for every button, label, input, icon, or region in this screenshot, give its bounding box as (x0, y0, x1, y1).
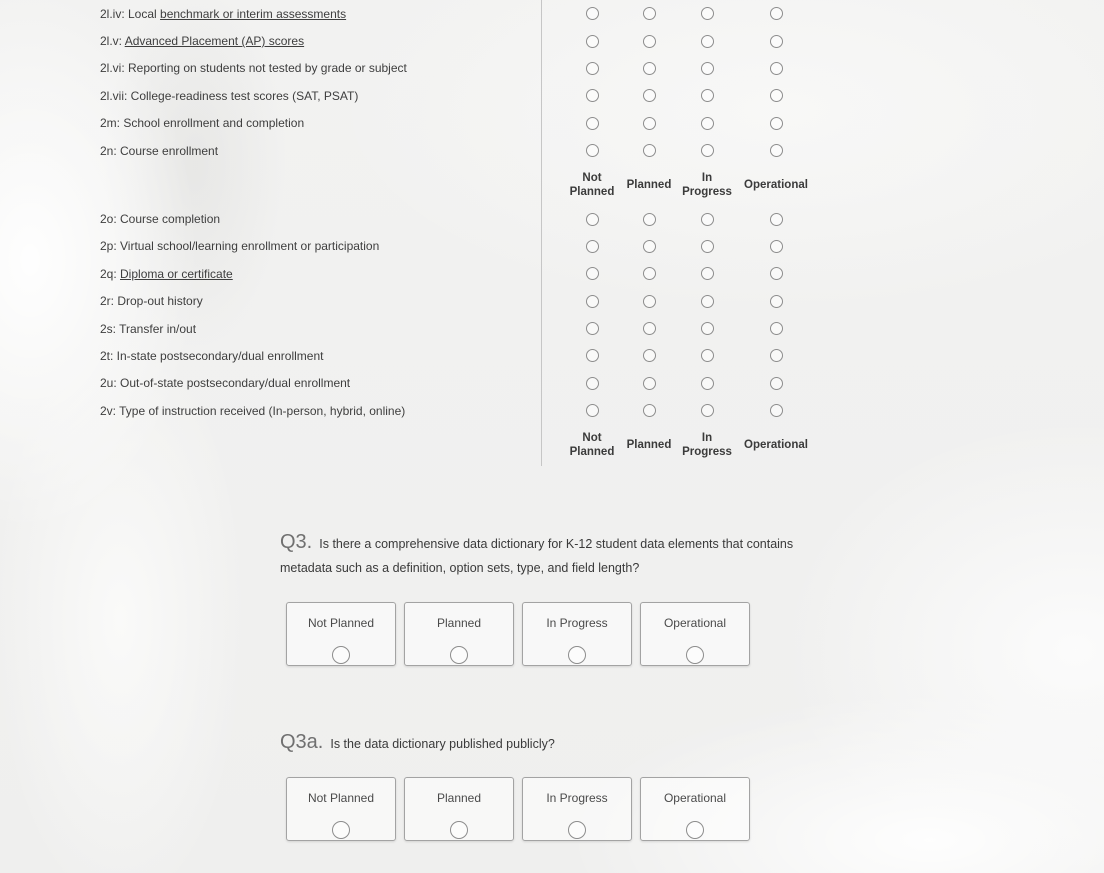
matrix-row (100, 288, 820, 315)
option-radio-planned[interactable] (450, 821, 468, 839)
radio-in-progress[interactable] (701, 7, 714, 20)
option-radio-not-planned[interactable] (332, 646, 350, 664)
option-label: Planned (436, 791, 482, 805)
matrix-row (100, 0, 820, 27)
radio-cell (678, 404, 736, 417)
radio-operational[interactable] (770, 7, 783, 20)
question-q3a-options (286, 777, 758, 841)
radio-cell (620, 213, 678, 226)
option-radio-operational[interactable] (686, 646, 704, 664)
radio-operational[interactable] (770, 117, 783, 130)
radio-cell (736, 349, 816, 362)
radio-planned[interactable] (643, 295, 656, 308)
radio-cell (678, 7, 736, 20)
radio-planned[interactable] (643, 62, 656, 75)
matrix-row (100, 55, 820, 82)
radio-in-progress[interactable] (701, 213, 714, 226)
matrix-row (100, 205, 820, 232)
radio-not-planned[interactable] (586, 267, 599, 280)
radio-cell (620, 295, 678, 308)
radio-in-progress[interactable] (701, 322, 714, 335)
row-label-link[interactable]: Advanced Placement (AP) scores (124, 34, 305, 49)
radio-matrix (100, 0, 820, 465)
radio-cell (620, 322, 678, 335)
radio-cell (564, 322, 620, 335)
radio-cell (736, 322, 816, 335)
radio-in-progress[interactable] (701, 404, 714, 417)
radio-in-progress[interactable] (701, 349, 714, 362)
radio-cell (736, 35, 816, 48)
radio-not-planned[interactable] (586, 213, 599, 226)
radio-in-progress[interactable] (701, 267, 714, 280)
radio-cell (620, 62, 678, 75)
option-radio-operational[interactable] (686, 821, 704, 839)
radio-cell (564, 144, 620, 157)
radio-cell (736, 404, 816, 417)
option-operational[interactable] (640, 602, 750, 666)
radio-cell (620, 240, 678, 253)
radio-cell (564, 267, 620, 280)
row-label: 2o: Course completion (100, 212, 221, 227)
radio-not-planned[interactable] (586, 7, 599, 20)
radio-cell (620, 144, 678, 157)
radio-not-planned[interactable] (586, 295, 599, 308)
radio-operational[interactable] (770, 295, 783, 308)
option-label: Not Planned (307, 791, 375, 805)
column-header-in-progress: In Progress (682, 431, 732, 458)
radio-planned[interactable] (643, 404, 656, 417)
radio-cell (620, 349, 678, 362)
radio-cell (620, 117, 678, 130)
row-label-link[interactable]: Diploma or certificate (120, 266, 233, 281)
question-q3a-text: Is the data dictionary published publicly? (330, 737, 555, 751)
radio-cell (736, 267, 816, 280)
question-q3-number: Q3. (280, 531, 313, 553)
radio-cell (678, 349, 736, 362)
radio-cell (678, 213, 736, 226)
row-label: 2l.v: Advanced Placement (AP) scores (100, 34, 305, 49)
row-label: 2l.vii: College-readiness test scores (SAT, PSAT) (100, 88, 359, 103)
row-label: 2s: Transfer in/out (100, 321, 197, 336)
column-header-not-planned: Not Planned (569, 431, 615, 458)
radio-not-planned[interactable] (586, 404, 599, 417)
radio-operational[interactable] (770, 213, 783, 226)
radio-cell (678, 267, 736, 280)
matrix-row (100, 110, 820, 137)
matrix-row (100, 342, 820, 369)
radio-planned[interactable] (643, 349, 656, 362)
radio-planned[interactable] (643, 377, 656, 390)
option-label: Operational (663, 791, 727, 805)
option-radio-not-planned[interactable] (332, 821, 350, 839)
radio-operational[interactable] (770, 240, 783, 253)
radio-planned[interactable] (643, 35, 656, 48)
row-label: 2u: Out-of-state postsecondary/dual enrollment (100, 376, 351, 391)
radio-in-progress[interactable] (701, 35, 714, 48)
option-radio-in-progress[interactable] (568, 646, 586, 664)
column-header-not-planned: Not Planned (569, 171, 615, 198)
row-label: 2l.vi: Reporting on students not tested by grade or subject (100, 61, 407, 76)
radio-cell (678, 377, 736, 390)
radio-cell (678, 240, 736, 253)
radio-in-progress[interactable] (701, 377, 714, 390)
radio-cell (564, 62, 620, 75)
radio-cell (564, 117, 620, 130)
radio-cell (564, 404, 620, 417)
radio-cell (564, 213, 620, 226)
column-header-operational: Operational (744, 178, 808, 191)
question-q3a (280, 730, 810, 756)
radio-operational[interactable] (770, 404, 783, 417)
radio-not-planned[interactable] (586, 240, 599, 253)
radio-not-planned[interactable] (586, 377, 599, 390)
radio-operational[interactable] (770, 35, 783, 48)
radio-cell (678, 35, 736, 48)
radio-in-progress[interactable] (701, 62, 714, 75)
radio-planned[interactable] (643, 213, 656, 226)
column-header-operational: Operational (744, 438, 808, 451)
radio-in-progress[interactable] (701, 117, 714, 130)
radio-cell (678, 144, 736, 157)
matrix-column-headers-middle (100, 164, 820, 205)
question-q3a-number: Q3a. (280, 731, 324, 753)
column-header-planned: Planned (626, 438, 672, 451)
option-in-progress[interactable] (522, 777, 632, 841)
radio-cell (736, 295, 816, 308)
column-header-in-progress: In Progress (682, 171, 732, 198)
question-q3 (280, 530, 810, 580)
option-not-planned[interactable] (286, 777, 396, 841)
matrix-row (100, 137, 820, 164)
option-planned[interactable] (404, 602, 514, 666)
option-label: Not Planned (307, 616, 375, 630)
question-q3-text: Is there a comprehensive data dictionary for K-12 student data elements that contains metadata such as a definition, option sets, type, and field length? (280, 537, 794, 575)
option-not-planned[interactable] (286, 602, 396, 666)
row-label: 2v: Type of instruction received (In-person, hybrid, online) (100, 403, 406, 418)
radio-operational[interactable] (770, 377, 783, 390)
radio-cell (620, 377, 678, 390)
option-label: Planned (436, 616, 482, 630)
radio-cell (620, 404, 678, 417)
option-label: In Progress (546, 616, 608, 630)
radio-cell (736, 7, 816, 20)
radio-in-progress[interactable] (701, 89, 714, 102)
radio-not-planned[interactable] (586, 349, 599, 362)
matrix-column-headers-bottom (100, 424, 820, 465)
option-planned[interactable] (404, 777, 514, 841)
radio-operational[interactable] (770, 322, 783, 335)
option-radio-planned[interactable] (450, 646, 468, 664)
matrix-row (100, 260, 820, 287)
radio-cell (736, 89, 816, 102)
matrix-row (100, 27, 820, 54)
radio-cell (564, 349, 620, 362)
option-label: Operational (663, 616, 727, 630)
radio-not-planned[interactable] (586, 35, 599, 48)
row-label: 2p: Virtual school/learning enrollment or participation (100, 239, 380, 254)
option-in-progress[interactable] (522, 602, 632, 666)
column-header-planned: Planned (626, 178, 672, 191)
radio-cell (736, 117, 816, 130)
radio-cell (678, 295, 736, 308)
radio-cell (620, 35, 678, 48)
radio-operational[interactable] (770, 349, 783, 362)
radio-operational[interactable] (770, 144, 783, 157)
radio-cell (678, 89, 736, 102)
matrix-row (100, 370, 820, 397)
radio-planned[interactable] (643, 267, 656, 280)
question-q3-options (286, 602, 758, 666)
option-operational[interactable] (640, 777, 750, 841)
row-label: 2q: Diploma or certificate (100, 266, 233, 281)
radio-operational[interactable] (770, 89, 783, 102)
radio-cell (736, 144, 816, 157)
matrix-row (100, 233, 820, 260)
radio-cell (736, 377, 816, 390)
radio-cell (564, 295, 620, 308)
radio-cell (678, 322, 736, 335)
radio-in-progress[interactable] (701, 295, 714, 308)
radio-not-planned[interactable] (586, 144, 599, 157)
row-label: 2t: In-state postsecondary/dual enrollment (100, 348, 324, 363)
matrix-row (100, 82, 820, 109)
radio-not-planned[interactable] (586, 62, 599, 75)
radio-planned[interactable] (643, 322, 656, 335)
radio-operational[interactable] (770, 267, 783, 280)
radio-planned[interactable] (643, 89, 656, 102)
radio-cell (678, 62, 736, 75)
matrix-group-1 (100, 0, 820, 164)
radio-cell (620, 7, 678, 20)
option-radio-in-progress[interactable] (568, 821, 586, 839)
radio-cell (564, 89, 620, 102)
row-label: 2r: Drop-out history (100, 294, 203, 309)
radio-cell (736, 240, 816, 253)
row-label: 2m: School enrollment and completion (100, 116, 305, 131)
radio-planned[interactable] (643, 144, 656, 157)
matrix-group-2 (100, 205, 820, 424)
radio-not-planned[interactable] (586, 117, 599, 130)
radio-cell (736, 213, 816, 226)
radio-planned[interactable] (643, 117, 656, 130)
radio-cell (736, 62, 816, 75)
radio-planned[interactable] (643, 240, 656, 253)
radio-cell (564, 7, 620, 20)
row-label: 2n: Course enrollment (100, 143, 219, 158)
matrix-row (100, 315, 820, 342)
radio-planned[interactable] (643, 7, 656, 20)
row-label-link[interactable]: benchmark or interim assessments (160, 6, 347, 21)
radio-not-planned[interactable] (586, 89, 599, 102)
radio-not-planned[interactable] (586, 322, 599, 335)
row-label: 2l.iv: Local benchmark or interim assessments (100, 6, 347, 21)
option-label: In Progress (546, 791, 608, 805)
radio-operational[interactable] (770, 62, 783, 75)
matrix-row (100, 397, 820, 424)
radio-cell (564, 35, 620, 48)
radio-cell (564, 240, 620, 253)
radio-cell (620, 89, 678, 102)
radio-cell (564, 377, 620, 390)
radio-cell (678, 117, 736, 130)
radio-cell (620, 267, 678, 280)
radio-in-progress[interactable] (701, 240, 714, 253)
radio-in-progress[interactable] (701, 144, 714, 157)
